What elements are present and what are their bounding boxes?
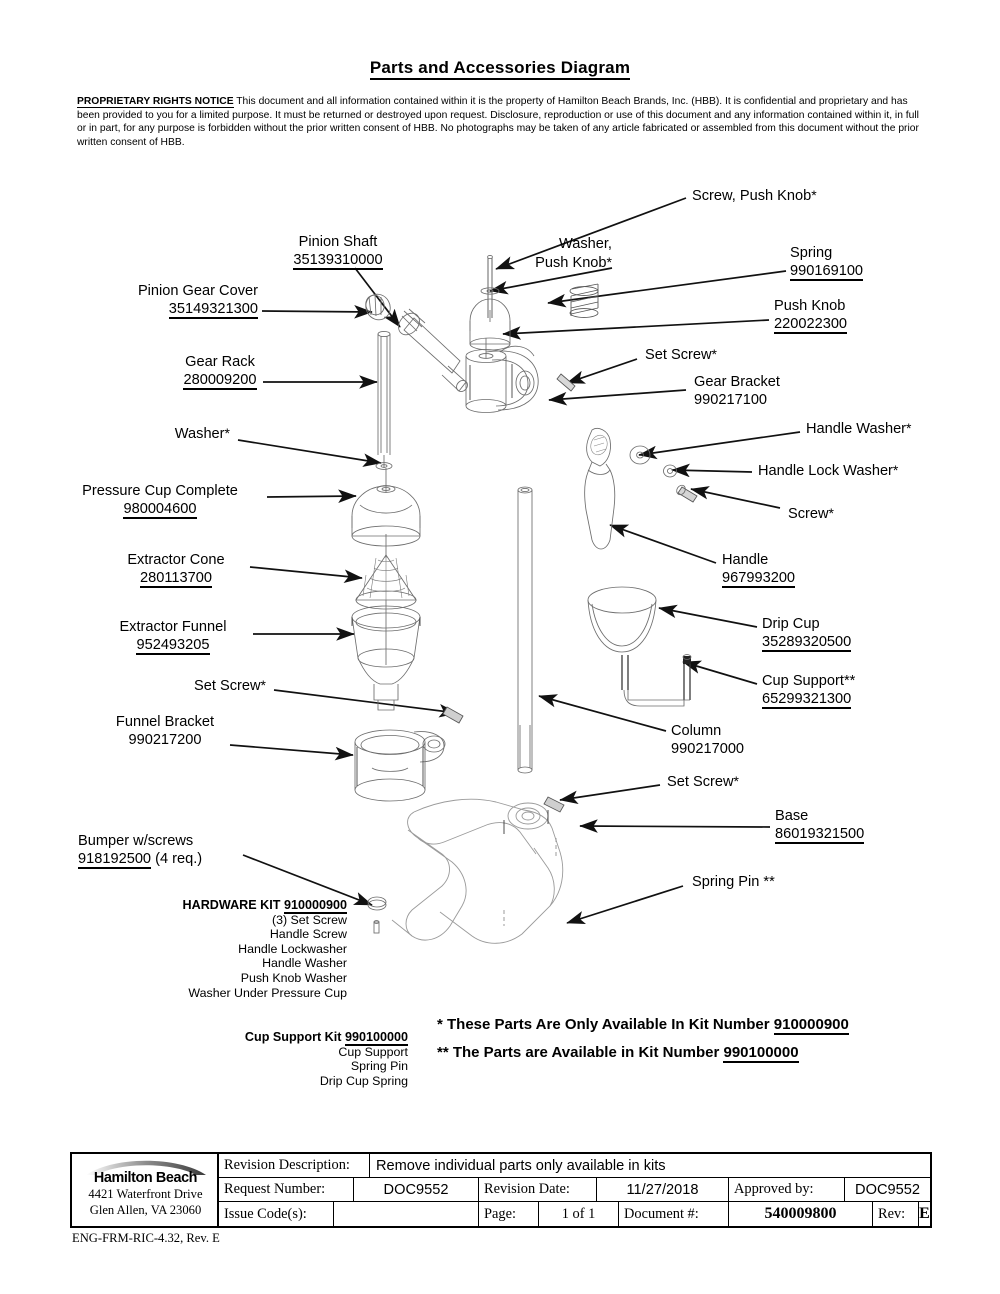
hardware-kit-list <box>100 898 347 1000</box>
company-address-line2: Glen Allen, VA 23060 <box>89 1202 202 1217</box>
label-column-name: Column <box>671 723 722 739</box>
label-funnel-bracket-number: 990217200 <box>128 731 202 748</box>
page-label: Page: <box>478 1202 538 1226</box>
cup-support-kit-item: Drip Cup Spring <box>319 1073 408 1088</box>
hardware-kit-item: Push Knob Washer <box>240 970 347 985</box>
label-extractor-funnel-name: Extractor Funnel <box>119 619 227 635</box>
label-bumper-name: Bumper w/screws <box>78 833 194 849</box>
leader-lines <box>230 198 800 923</box>
label-push-knob-name: Push Knob <box>774 298 846 314</box>
label-funnel-bracket-name: Funnel Bracket <box>115 714 215 730</box>
label-pinion-shaft-number: 35139310000 <box>293 251 383 268</box>
page-value: 1 of 1 <box>538 1202 618 1226</box>
label-extractor-funnel <box>88 619 258 655</box>
label-column <box>671 723 744 758</box>
label-handle-washer-mark: * <box>906 420 912 436</box>
label-handle-lock-washer-name: Handle Lock Washer <box>758 463 893 479</box>
document-number-label: Document #: <box>618 1202 728 1226</box>
label-screw-push-knob-name: Screw, Push Knob <box>692 188 812 204</box>
footnote-single-number: 910000900 <box>773 1016 849 1033</box>
label-spring-number: 990169100 <box>790 262 864 279</box>
company-address <box>72 1187 219 1218</box>
label-base-number: 86019321500 <box>775 825 865 842</box>
label-washer-push-knob-line1: Washer, <box>559 236 612 252</box>
label-set-screw-gear <box>645 346 717 365</box>
label-drip-cup-number: 35289320500 <box>762 633 852 650</box>
page-title-text: Parts and Accessories Diagram <box>370 58 630 80</box>
label-washer-push-knob-line2: Push Knob <box>535 254 607 271</box>
footnote-double-asterisk <box>437 1040 799 1065</box>
label-spring-pin <box>692 874 775 892</box>
label-pressure-cup-number: 980004600 <box>123 500 197 517</box>
label-washer <box>60 425 230 444</box>
document-number-value[interactable]: 540009800 <box>728 1202 872 1226</box>
label-gear-bracket <box>694 374 780 409</box>
label-handle-lock-washer-mark: * <box>892 462 899 478</box>
notice-heading: PROPRIETARY RIGHTS NOTICE <box>77 96 234 107</box>
label-cup-support <box>762 673 855 709</box>
cup-support-kit-heading-number: 990100000 <box>344 1030 408 1044</box>
label-pressure-cup-complete <box>60 483 260 519</box>
label-set-screw-base-mark: * <box>733 773 739 789</box>
footnote-double-number: 990100000 <box>723 1044 799 1061</box>
label-extractor-cone <box>96 552 256 588</box>
label-gear-rack-name: Gear Rack <box>185 354 255 370</box>
rev-label: Rev: <box>872 1202 918 1226</box>
request-number-value[interactable]: DOC9552 <box>353 1178 478 1202</box>
rev-value[interactable]: E <box>918 1202 930 1226</box>
label-base-name: Base <box>775 808 809 824</box>
approved-by-label: Approved by: <box>728 1178 844 1202</box>
label-push-knob-number: 220022300 <box>774 315 848 332</box>
label-extractor-funnel-number: 952493205 <box>136 636 210 653</box>
label-extractor-cone-number: 280113700 <box>140 569 212 586</box>
label-washer-push-knob <box>470 236 612 272</box>
label-set-screw-gear-name: Set Screw <box>645 347 712 363</box>
label-washer-name: Washer <box>174 426 225 442</box>
revision-description-label: Revision Description: <box>219 1154 369 1178</box>
label-washer-push-knob-mark: * <box>606 253 612 270</box>
label-cup-support-name: Cup Support** <box>762 673 856 689</box>
label-gear-bracket-name: Gear Bracket <box>694 374 780 390</box>
label-set-screw-funnel-mark: * <box>260 677 266 693</box>
company-logo <box>72 1154 219 1226</box>
label-column-number: 990217000 <box>671 740 745 757</box>
label-pinion-gear-cover-name: Pinion Gear Cover <box>137 283 258 299</box>
label-set-screw-funnel <box>90 677 266 696</box>
label-spring <box>790 245 863 281</box>
label-bumper <box>78 833 202 869</box>
revision-date-label: Revision Date: <box>478 1178 596 1202</box>
label-bumper-number: 918192500 <box>78 850 152 867</box>
label-gear-rack <box>145 354 295 390</box>
label-screw-handle <box>788 505 834 524</box>
revision-description-value[interactable]: Remove individual parts only available in kits <box>369 1154 930 1178</box>
label-handle <box>722 552 795 588</box>
label-pinion-shaft <box>248 234 428 270</box>
label-pressure-cup-name: Pressure Cup Complete <box>82 483 238 499</box>
label-set-screw-funnel-name: Set Screw <box>194 678 261 694</box>
request-number-label: Request Number: <box>219 1178 353 1202</box>
label-funnel-bracket <box>80 714 250 749</box>
label-screw-handle-mark: * <box>828 505 834 521</box>
label-screw-push-knob <box>692 187 817 206</box>
label-drip-cup <box>762 616 851 652</box>
hardware-kit-item: Washer Under Pressure Cup <box>188 985 347 1000</box>
label-spring-pin-name: Spring Pin ** <box>692 874 775 890</box>
label-extractor-cone-name: Extractor Cone <box>127 552 225 568</box>
label-set-screw-gear-mark: * <box>711 346 717 362</box>
label-handle-number: 967993200 <box>722 569 796 586</box>
cup-support-kit-item: Cup Support <box>338 1044 408 1059</box>
label-base <box>775 808 864 844</box>
issue-codes-label: Issue Code(s): <box>224 1205 307 1222</box>
cup-support-kit-heading-label: Cup Support Kit <box>244 1030 345 1044</box>
label-drip-cup-name: Drip Cup <box>762 616 820 632</box>
approved-by-value[interactable]: DOC9552 <box>844 1178 930 1202</box>
label-pinion-shaft-name: Pinion Shaft <box>298 234 378 250</box>
label-set-screw-base-name: Set Screw <box>667 774 734 790</box>
company-address-line1: 4421 Waterfront Drive <box>88 1187 203 1201</box>
footnote-single-asterisk <box>437 1012 849 1037</box>
hardware-kit-item: Handle Lockwasher <box>238 941 347 956</box>
notice-body: This document and all information contained within it is the property of Hamilton Beach Brands, Inc. (HBB). It is confidential and proprietary and has been provided to you for a limited purpose. It must be returned or destroyed upon request. Disclosure, reproduction or use of this document and any information contained within it, in full or in part, for any purpose is forbidden without the prior written consent of HBB. No photographs may be taken of any article fabricated or assembled from this document without the prior written consent of HBB. <box>77 96 919 148</box>
label-handle-lock-washer <box>758 462 898 481</box>
hardware-kit-heading-label: HARDWARE KIT <box>182 898 284 912</box>
footnote-double-text: ** The Parts are Available in Kit Number <box>437 1044 724 1061</box>
cup-support-kit-heading <box>180 1030 408 1045</box>
hardware-kit-item: Handle Screw <box>269 927 347 942</box>
label-screw-push-knob-mark: * <box>811 187 817 203</box>
hardware-kit-item: (3) Set Screw <box>271 912 347 927</box>
label-set-screw-base <box>667 773 739 792</box>
label-cup-support-number: 65299321300 <box>762 690 852 707</box>
label-bumper-suffix: (4 req.) <box>151 850 203 867</box>
label-gear-bracket-number: 990217100 <box>694 391 768 408</box>
label-pinion-gear-cover-number: 35149321300 <box>168 300 258 317</box>
hardware-kit-item: Handle Washer <box>262 956 347 971</box>
cup-support-kit-item: Spring Pin <box>350 1059 408 1074</box>
label-handle-washer-name: Handle Washer <box>806 421 907 437</box>
label-screw-handle-name: Screw <box>788 506 829 522</box>
label-spring-name: Spring <box>790 245 833 261</box>
hardware-kit-heading <box>100 898 347 913</box>
company-name: Hamilton Beach <box>93 1170 198 1186</box>
label-handle-washer <box>806 420 912 439</box>
label-gear-rack-number: 280009200 <box>183 371 257 388</box>
hardware-kit-heading-number: 910000900 <box>283 898 347 912</box>
issue-codes-value[interactable] <box>333 1202 478 1226</box>
title-block <box>70 1152 932 1228</box>
label-push-knob <box>774 298 847 334</box>
label-pinion-gear-cover <box>0 283 258 319</box>
revision-date-value[interactable]: 11/27/2018 <box>596 1178 728 1202</box>
form-code: ENG-FRM-RIC-4.32, Rev. E <box>72 1231 220 1245</box>
footnote-single-text: * These Parts Are Only Available In Kit Number <box>437 1016 774 1033</box>
cup-support-kit-list <box>180 1030 408 1088</box>
label-washer-mark: * <box>224 425 230 441</box>
label-handle-name: Handle <box>722 552 769 568</box>
